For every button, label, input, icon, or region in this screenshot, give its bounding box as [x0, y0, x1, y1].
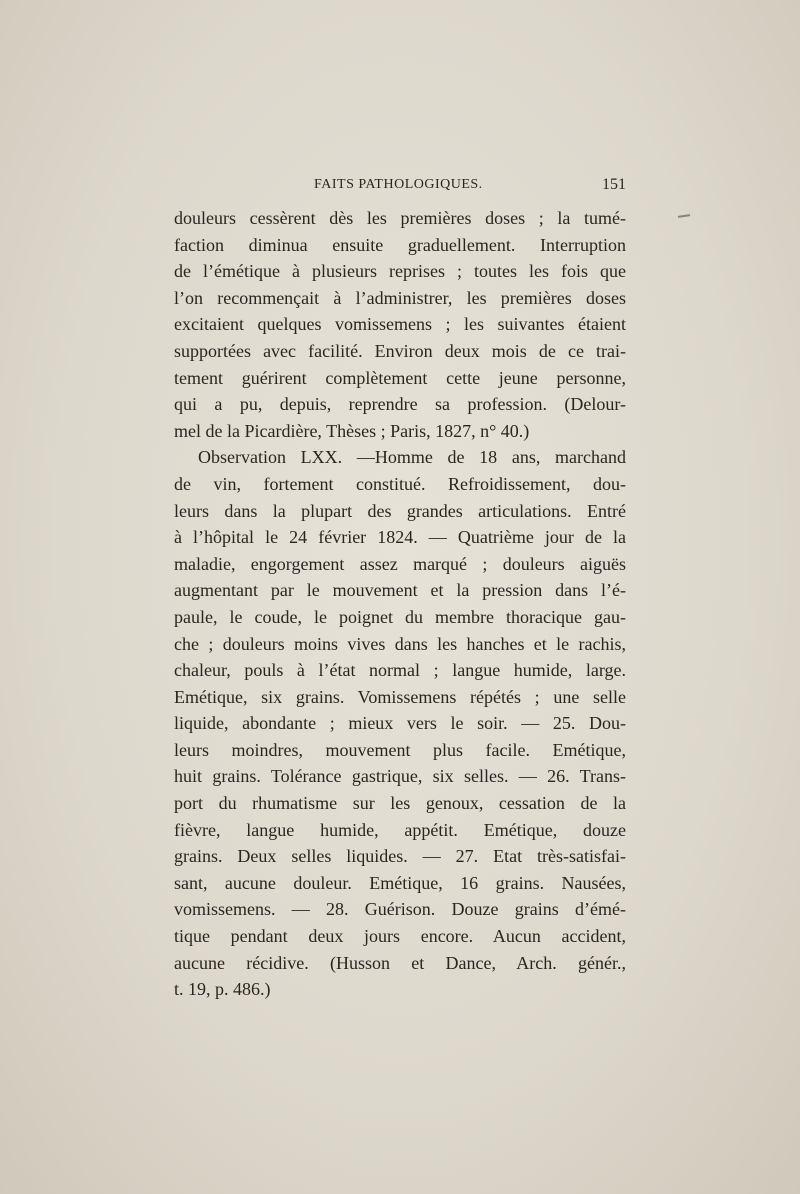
page-number: 151: [602, 176, 626, 193]
text-line: tique pendant deux jours encore. Aucun accident,: [174, 926, 626, 947]
text-line: maladie, engorgement assez marqué ; douleurs aiguës: [174, 553, 626, 574]
text-line: supportées avec facilité. Environ deux mois de ce trai-: [174, 340, 626, 361]
text-line: huit grains. Tolérance gastrique, six selles. — 26. Trans-: [174, 766, 626, 787]
text-line: de l’émétique à plusieurs reprises ; toutes les fois que: [174, 261, 626, 282]
text-line: faction diminua ensuite graduellement. Interruption: [174, 234, 626, 255]
text-line: leurs dans la plupart des grandes articulations. Entré: [174, 500, 626, 521]
text-line: augmentant par le mouvement et la pression dans l’é-: [174, 580, 626, 601]
text-line: qui a pu, depuis, reprendre sa profession. (Delour-: [174, 394, 626, 415]
text-line: tement guérirent complètement cette jeune personne,: [174, 367, 626, 388]
text-line: l’on recommençait à l’administrer, les premières doses: [174, 287, 626, 308]
text-line: leurs moindres, mouvement plus facile. Emétique,: [174, 739, 626, 760]
text-line: fièvre, langue humide, appétit. Emétique, douze: [174, 819, 626, 840]
text-line: aucune récidive. (Husson et Dance, Arch. génér.,: [174, 952, 626, 973]
page-header: [174, 177, 626, 199]
text-line: t. 19, p. 486.): [174, 979, 271, 1000]
text-line: grains. Deux selles liquides. — 27. Etat très-satisfai-: [174, 846, 626, 867]
running-head: FAITS PATHOLOGIQUES.: [314, 177, 483, 192]
text-line: excitaient quelques vomissemens ; les suivantes étaient: [174, 314, 626, 335]
text-line: vomissemens. — 28. Guérison. Douze grains d’émé-: [174, 899, 626, 920]
text-line: Emétique, six grains. Vomissemens répétés ; une selle: [174, 686, 626, 707]
text-line: paule, le coude, le poignet du membre thoracique gau-: [174, 606, 626, 627]
observation-heading-line: Observation LXX. —Homme de 18 ans, marchand: [198, 447, 626, 468]
text-line: port du rhumatisme sur les genoux, cessation de la: [174, 793, 626, 814]
text-line: sant, aucune douleur. Emétique, 16 grains. Nausées,: [174, 872, 626, 893]
text-line: douleurs cessèrent dès les premières doses ; la tumé-: [174, 208, 626, 228]
margin-mark: [678, 214, 690, 218]
body-text: [174, 205, 626, 1003]
text-line: chaleur, pouls à l’état normal ; langue humide, large.: [174, 660, 626, 681]
text-line: mel de la Picardière, Thèses ; Paris, 1827, n° 40.): [174, 420, 530, 441]
text-line: che ; douleurs moins vives dans les hanches et le rachis,: [174, 633, 626, 654]
text-line: liquide, abondante ; mieux vers le soir. — 25. Dou-: [174, 713, 626, 734]
text-line: de vin, fortement constitué. Refroidissement, dou-: [174, 473, 626, 494]
text-line: à l’hôpital le 24 février 1824. — Quatrième jour de la: [174, 527, 626, 548]
